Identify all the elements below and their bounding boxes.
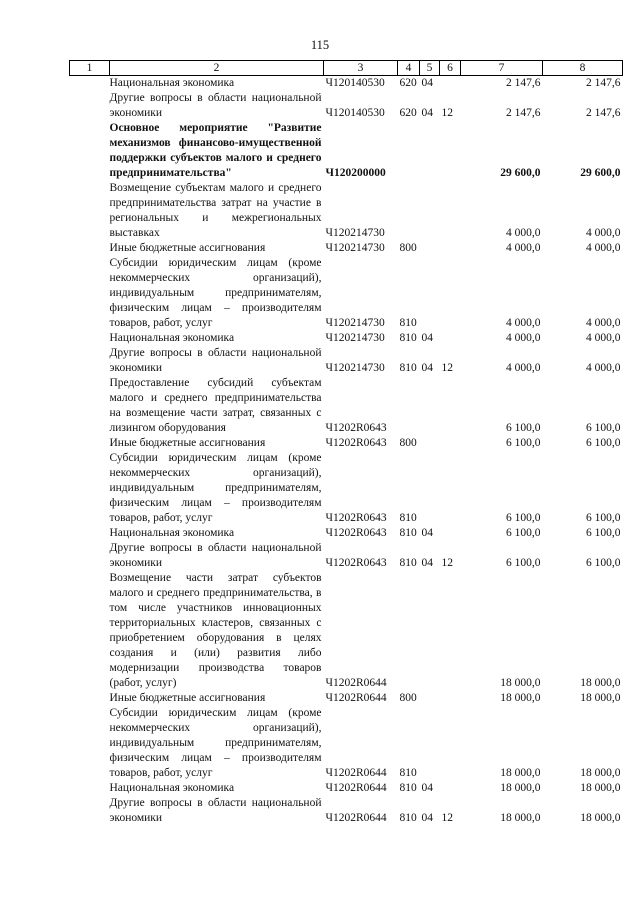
row-expense-type: 620: [399, 77, 417, 89]
row-expense-type: 810: [399, 332, 417, 344]
row-name: Субсидии юридическим лицам (кроме некоммерческих организаций), индивидуальным предпринимателям, физическим лицам – производителям товаров, работ, услуг: [109, 452, 322, 524]
row-amount-col8: 18 000,0: [580, 692, 621, 704]
row-amount-col8: 6 100,0: [586, 557, 621, 569]
row-expense-type: 810: [399, 557, 417, 569]
row-target-code: Ч120214730: [325, 227, 385, 239]
row-target-code: Ч1202R0643: [325, 557, 387, 569]
row-number: [70, 781, 110, 796]
row-section: 04: [421, 77, 433, 89]
row-target-code: Ч1202R0643: [325, 512, 387, 524]
row-section: 04: [421, 332, 433, 344]
table-row: [70, 346, 623, 376]
row-amount-col7: 6 100,0: [506, 512, 541, 524]
row-number: [70, 706, 110, 781]
row-subsection: [440, 526, 461, 541]
row-section: 04: [421, 812, 433, 824]
row-amount-col8: 4 000,0: [586, 242, 621, 254]
row-name: Национальная экономика: [109, 332, 235, 344]
row-section: 04: [421, 782, 433, 794]
table-row: [70, 376, 623, 436]
row-number: [70, 451, 110, 526]
row-amount-col7: 6 100,0: [506, 422, 541, 434]
row-expense-type: 810: [399, 317, 417, 329]
row-subsection: [440, 451, 461, 526]
row-number: [70, 181, 110, 241]
row-number: [70, 241, 110, 256]
row-target-code: Ч1202R0644: [325, 812, 387, 824]
row-expense-type: [398, 571, 420, 691]
row-number: [70, 691, 110, 706]
table-row: [70, 91, 623, 121]
row-amount-col7: 29 600,0: [500, 167, 541, 179]
row-section: [420, 376, 440, 436]
row-number: [70, 121, 110, 181]
table-row: [70, 76, 623, 92]
row-subsection: [440, 256, 461, 331]
row-number: [70, 436, 110, 451]
row-number: [70, 541, 110, 571]
row-amount-col7: 4 000,0: [506, 242, 541, 254]
table-row: [70, 691, 623, 706]
row-amount-col8: 2 147,6: [586, 77, 621, 89]
row-amount-col8: 18 000,0: [580, 767, 621, 779]
row-number: [70, 346, 110, 376]
row-subsection: [440, 571, 461, 691]
row-amount-col8: 6 100,0: [586, 527, 621, 539]
row-name: Иные бюджетные ассигнования: [109, 692, 266, 704]
row-name: Субсидии юридическим лицам (кроме некоммерческих организаций), индивидуальным предпринимателям, физическим лицам – производителям товаров, работ, услуг: [109, 707, 322, 779]
row-target-code: Ч120214730: [325, 242, 385, 254]
row-section: 04: [421, 527, 433, 539]
row-expense-type: 800: [399, 692, 417, 704]
table-row: [70, 331, 623, 346]
row-expense-type: 810: [399, 527, 417, 539]
row-target-code: Ч120214730: [325, 317, 385, 329]
row-amount-col7: 2 147,6: [506, 107, 541, 119]
row-name: Другие вопросы в области национальной экономики: [109, 542, 322, 569]
row-expense-type: 800: [399, 437, 417, 449]
table-row: [70, 571, 623, 691]
table-row: [70, 706, 623, 781]
budget-table: [69, 60, 623, 826]
row-target-code: Ч1202R0643: [325, 422, 387, 434]
row-expense-type: 810: [399, 512, 417, 524]
column-header-7: 7: [461, 61, 543, 76]
table-row: [70, 256, 623, 331]
row-expense-type: 810: [399, 782, 417, 794]
row-amount-col7: 6 100,0: [506, 527, 541, 539]
row-name: Другие вопросы в области национальной экономики: [109, 92, 322, 119]
table-row: [70, 796, 623, 826]
row-section: [420, 436, 440, 451]
row-name: Предоставление субсидий субъектам малого и среднего предпринимательства на возмещение части затрат, связанных с лизингом оборудования: [109, 377, 322, 434]
page-number: 115: [310, 38, 330, 52]
row-name: Иные бюджетные ассигнования: [109, 437, 266, 449]
row-section: [420, 181, 440, 241]
row-target-code: Ч120214730: [325, 362, 385, 374]
column-header-6: 6: [440, 61, 461, 76]
row-expense-type: 810: [399, 812, 417, 824]
row-target-code: Ч1202R0644: [325, 782, 387, 794]
column-header-3: 3: [324, 61, 398, 76]
row-number: [70, 376, 110, 436]
row-target-code: Ч120140530: [325, 107, 385, 119]
row-section: [420, 571, 440, 691]
row-subsection: 12: [441, 557, 453, 569]
row-amount-col7: 4 000,0: [506, 317, 541, 329]
row-amount-col8: 6 100,0: [586, 437, 621, 449]
row-name: Субсидии юридическим лицам (кроме некоммерческих организаций), индивидуальным предпринимателям, физическим лицам – производителям товаров, работ, услуг: [109, 257, 322, 329]
table-row: [70, 541, 623, 571]
row-name: Другие вопросы в области национальной экономики: [109, 347, 322, 374]
row-number: [70, 796, 110, 826]
row-subsection: [440, 121, 461, 181]
row-target-code: Ч120140530: [325, 77, 385, 89]
row-expense-type: 620: [399, 107, 417, 119]
row-name: Национальная экономика: [109, 77, 235, 89]
row-target-code: Ч1202R0643: [325, 527, 387, 539]
row-expense-type: [398, 121, 420, 181]
table-header-row: [70, 61, 623, 76]
row-name: Национальная экономика: [109, 782, 235, 794]
row-section: [420, 241, 440, 256]
row-amount-col7: 18 000,0: [500, 812, 541, 824]
row-amount-col8: 4 000,0: [586, 362, 621, 374]
row-number: [70, 76, 110, 92]
row-name: Другие вопросы в области национальной экономики: [109, 797, 322, 824]
row-amount-col7: 6 100,0: [506, 557, 541, 569]
table-row: [70, 436, 623, 451]
row-name: Основное мероприятие "Развитие механизмов финансово-имущественной поддержки субъектов малого и среднего предпринимательства": [109, 122, 322, 179]
row-section: [420, 451, 440, 526]
row-amount-col8: 4 000,0: [586, 227, 621, 239]
column-header-5: 5: [420, 61, 440, 76]
row-subsection: 12: [441, 362, 453, 374]
row-target-code: Ч1202R0644: [325, 767, 387, 779]
row-expense-type: 810: [399, 362, 417, 374]
row-subsection: [440, 781, 461, 796]
row-subsection: [440, 691, 461, 706]
row-expense-type: [398, 181, 420, 241]
row-amount-col8: 4 000,0: [586, 332, 621, 344]
row-amount-col8: 18 000,0: [580, 782, 621, 794]
row-expense-type: 800: [399, 242, 417, 254]
row-name: Возмещение части затрат субъектов малого и среднего предпринимательства, в том числе участников инновационных территориальных кластеров, связанных с приобретением оборудования в целях создания и (или) развития либо модернизации производства товаров (работ, услуг): [109, 572, 322, 689]
row-amount-col8: 18 000,0: [580, 677, 621, 689]
table-row: [70, 181, 623, 241]
row-target-code: Ч1202R0643: [325, 437, 387, 449]
row-number: [70, 91, 110, 121]
row-amount-col8: 4 000,0: [586, 317, 621, 329]
row-amount-col7: 18 000,0: [500, 692, 541, 704]
row-section: [420, 706, 440, 781]
row-amount-col7: 4 000,0: [506, 332, 541, 344]
column-header-2: 2: [110, 61, 324, 76]
column-header-1: 1: [70, 61, 110, 76]
table-row: [70, 451, 623, 526]
column-header-4: 4: [398, 61, 420, 76]
table-row: [70, 526, 623, 541]
row-subsection: [440, 241, 461, 256]
row-subsection: [440, 376, 461, 436]
row-number: [70, 256, 110, 331]
row-section: 04: [421, 557, 433, 569]
row-subsection: [440, 76, 461, 92]
table-row: [70, 781, 623, 796]
row-section: 04: [421, 362, 433, 374]
row-amount-col7: 4 000,0: [506, 362, 541, 374]
column-header-8: 8: [543, 61, 623, 76]
row-amount-col7: 2 147,6: [506, 77, 541, 89]
row-name: Иные бюджетные ассигнования: [109, 242, 266, 254]
row-subsection: 12: [441, 812, 453, 824]
row-expense-type: [398, 376, 420, 436]
row-target-code: Ч1202R0644: [325, 677, 387, 689]
row-amount-col8: 18 000,0: [580, 812, 621, 824]
row-amount-col8: 29 600,0: [580, 167, 621, 179]
row-amount-col7: 18 000,0: [500, 782, 541, 794]
row-subsection: [440, 436, 461, 451]
table-row: [70, 241, 623, 256]
row-section: 04: [421, 107, 433, 119]
row-number: [70, 571, 110, 691]
table-row: [70, 121, 623, 181]
row-name: Национальная экономика: [109, 527, 235, 539]
row-section: [420, 691, 440, 706]
row-section: [420, 121, 440, 181]
row-subsection: [440, 331, 461, 346]
row-subsection: [440, 181, 461, 241]
row-expense-type: 810: [399, 767, 417, 779]
row-amount-col7: 18 000,0: [500, 767, 541, 779]
row-target-code: Ч1202R0644: [325, 692, 387, 704]
table-body: [70, 76, 623, 827]
row-target-code: Ч120200000: [325, 167, 386, 179]
row-amount-col7: 4 000,0: [506, 227, 541, 239]
row-number: [70, 331, 110, 346]
row-amount-col8: 6 100,0: [586, 512, 621, 524]
row-amount-col7: 18 000,0: [500, 677, 541, 689]
row-subsection: 12: [441, 107, 453, 119]
row-target-code: Ч120214730: [325, 332, 385, 344]
row-section: [420, 256, 440, 331]
row-amount-col8: 6 100,0: [586, 422, 621, 434]
row-number: [70, 526, 110, 541]
row-amount-col8: 2 147,6: [586, 107, 621, 119]
row-name: Возмещение субъектам малого и среднего предпринимательства затрат на участие в региональных и межрегиональных выставках: [109, 182, 322, 239]
row-subsection: [440, 706, 461, 781]
row-amount-col7: 6 100,0: [506, 437, 541, 449]
